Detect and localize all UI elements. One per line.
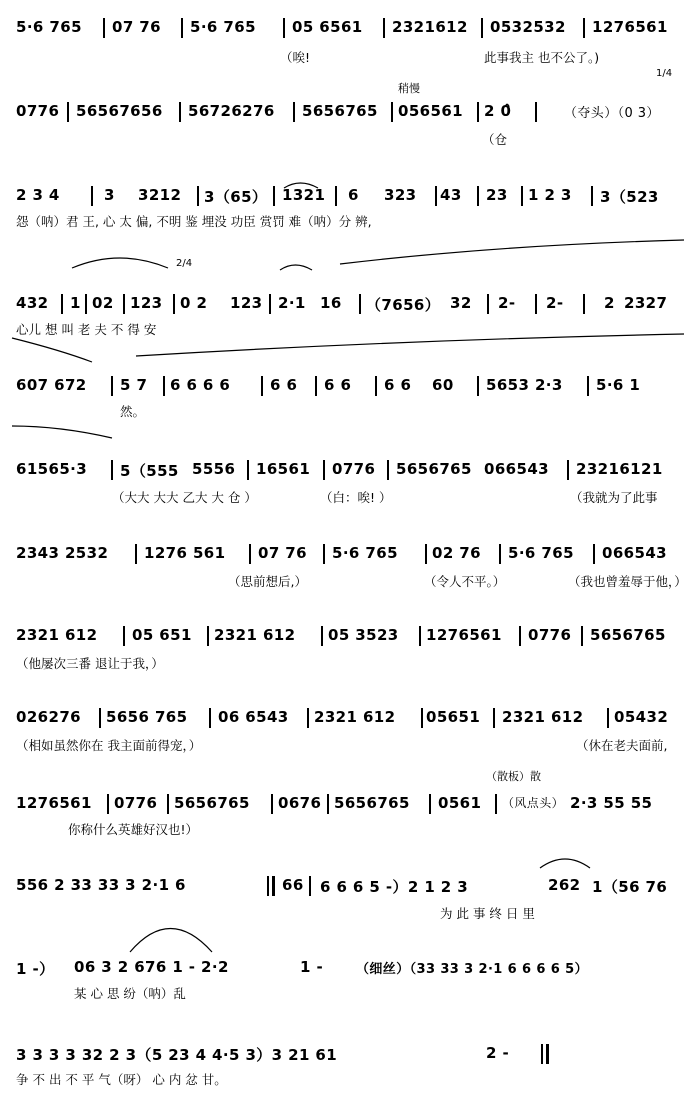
measure: 2·1: [278, 294, 306, 312]
slur: [540, 859, 590, 868]
measure: 0561: [438, 794, 482, 812]
slur: [136, 334, 684, 356]
measure: 2·3 55 55: [570, 794, 653, 812]
lyric-text: 怨（呐）君 王, 心 太 偏, 不明 鉴 埋没 功臣 赏罚 难（呐）分 辨,: [16, 214, 372, 229]
measure: 05 3523: [328, 626, 399, 644]
measure: 06 6543: [218, 708, 289, 726]
lyric-text: 争 不 出 不 平 气（呀） 心 内 忿 甘。: [16, 1072, 227, 1087]
measure: 432: [16, 294, 49, 312]
measure: 0776: [528, 626, 572, 644]
measure: 2 3 4: [16, 186, 60, 204]
measure: 5556: [192, 460, 236, 478]
measure: 556 2 33 33 3 2·1 6: [16, 876, 186, 894]
measure: 05 651: [132, 626, 192, 644]
measure: 60: [432, 376, 454, 394]
measure: 05651: [426, 708, 481, 726]
lyric-text: （我也曾羞辱于他，）: [568, 574, 687, 589]
measure: 1276 561: [144, 544, 226, 562]
time-signature: 1/4: [656, 68, 673, 79]
measure: 1 -）: [16, 960, 55, 978]
measure: 3（65）: [204, 188, 268, 206]
tempo-mark: （散板）散: [486, 770, 541, 783]
measure: 07 76: [112, 18, 161, 36]
measure: （风点头）: [502, 796, 565, 810]
measure: 5·6 765: [190, 18, 256, 36]
measure: 1 -: [300, 958, 324, 976]
time-signature: 2/4: [176, 258, 193, 269]
measure: 1276561: [592, 18, 668, 36]
measure: 607 672: [16, 376, 87, 394]
measure: 3212: [138, 186, 182, 204]
measure: 07 76: [258, 544, 307, 562]
measure: 026276: [16, 708, 82, 726]
slur: [12, 426, 112, 438]
lyric-text: （相如虽然你在 我主面前得宠，）: [16, 738, 202, 753]
measure: 32: [450, 294, 472, 312]
measure: 6 6: [384, 376, 412, 394]
slur: [280, 265, 312, 270]
measure: 5·6 1: [596, 376, 641, 394]
lyric-text: 此事我主 也不公了。): [484, 50, 600, 65]
measure: 16: [320, 294, 342, 312]
tempo-mark: 稍慢: [398, 82, 420, 95]
lyric-text: 为 此 事 终 日 里: [440, 906, 535, 921]
measure: 2321 612: [214, 626, 296, 644]
measure: 56567656: [76, 102, 163, 120]
measure: 02 76: [432, 544, 481, 562]
lyric-text: （思前想后,）: [228, 574, 307, 589]
measure: 5656765: [334, 794, 410, 812]
measure: 5656765: [396, 460, 472, 478]
measure: 066543: [602, 544, 668, 562]
measure: 3 3 3 3 32 2 3（5 23 4 4·5 3）3 21 61: [16, 1046, 338, 1064]
slur: [284, 183, 318, 188]
measure: 2327: [624, 294, 668, 312]
lyric-text: （白：唉! ）: [320, 490, 392, 505]
measure: 1321: [282, 186, 326, 204]
measure: 6: [348, 186, 359, 204]
measure: 6 6 6 6: [170, 376, 231, 394]
measure: 0776: [332, 460, 376, 478]
measure: 05432: [614, 708, 669, 726]
measure: 056561: [398, 102, 464, 120]
measure: 262: [548, 876, 581, 894]
lyric-text: （唉!: [280, 50, 311, 65]
measure: 5·6 765: [332, 544, 398, 562]
measure: 1 2 3: [528, 186, 572, 204]
measure: 3（523: [600, 188, 659, 206]
measure: （7656）: [366, 296, 441, 314]
measure: 23: [486, 186, 508, 204]
measure: 1276561: [16, 794, 92, 812]
measure: 02: [92, 294, 114, 312]
measure: 0532532: [490, 18, 566, 36]
measure: 23216121: [576, 460, 663, 478]
measure: 1（56 76: [592, 878, 668, 896]
measure: 5 7: [120, 376, 148, 394]
measure: 2343 2532: [16, 544, 109, 562]
measure: 56726276: [188, 102, 275, 120]
measure: 61565·3: [16, 460, 88, 478]
measure: 5（555: [120, 462, 179, 480]
measure: 3: [104, 186, 115, 204]
slur: [12, 338, 92, 362]
slur: [340, 240, 684, 264]
lyric-text: （休在老夫面前,: [576, 738, 668, 753]
lyric-text: 你称什么英雄好汉也!）: [68, 822, 199, 837]
slur: [72, 258, 168, 268]
lyric-text: （大大 大大 乙大 大 仓 ）: [112, 490, 257, 505]
measure: 6 6: [324, 376, 352, 394]
measure: 0776: [114, 794, 158, 812]
measure: 5653 2·3: [486, 376, 563, 394]
lyric-text: 心儿 想 叫 老 夫 不 得 安: [16, 322, 157, 337]
measure: 2 -: [486, 1044, 510, 1062]
measure: 2-: [546, 294, 564, 312]
measure: 066543: [484, 460, 550, 478]
slur: [130, 929, 212, 953]
measure: 5656765: [174, 794, 250, 812]
measure: 2: [604, 294, 615, 312]
measure: 2 0̂: [484, 102, 512, 120]
lyric-text: 某 心 思 纷（呐）乱: [74, 986, 186, 1001]
measure: 5·6 765: [508, 544, 574, 562]
lyric-text: （令人不平。）: [424, 574, 506, 589]
measure: 66: [282, 876, 304, 894]
measure: （细丝）（33 33 3 2·1 6 6 6 6 5）: [356, 962, 588, 977]
measure: 16561: [256, 460, 311, 478]
measure: 0 2: [180, 294, 208, 312]
measure: 1: [70, 294, 81, 312]
lyric-text: （他屡次三番 退让于我，）: [16, 656, 164, 671]
measure: 2321612: [392, 18, 468, 36]
measure: 123: [130, 294, 163, 312]
lyric-text: 然。: [120, 404, 146, 419]
measure: 2321 612: [314, 708, 396, 726]
measure: 43: [440, 186, 462, 204]
measure: 0776: [16, 102, 60, 120]
measure: 6 6 6 5 -）2 1 2 3: [320, 878, 469, 896]
measure: 1276561: [426, 626, 502, 644]
measure: 06 3 2 676 1 - 2·2: [74, 958, 229, 976]
measure: 2321 612: [502, 708, 584, 726]
measure: 123: [230, 294, 263, 312]
measure: 2-: [498, 294, 516, 312]
lyric-text: （仓: [482, 132, 508, 147]
measure: 323: [384, 186, 417, 204]
measure: 5·6 765: [16, 18, 82, 36]
measure: 05 6561: [292, 18, 363, 36]
measure: 5656 765: [106, 708, 188, 726]
measure: 2321 612: [16, 626, 98, 644]
measure: 5656765: [302, 102, 378, 120]
measure: 0676: [278, 794, 322, 812]
measure: 5656765: [590, 626, 666, 644]
measure: 6 6: [270, 376, 298, 394]
measure: （夺头）（0 3）: [564, 106, 660, 121]
lyric-text: （我就为了此事: [570, 490, 658, 505]
